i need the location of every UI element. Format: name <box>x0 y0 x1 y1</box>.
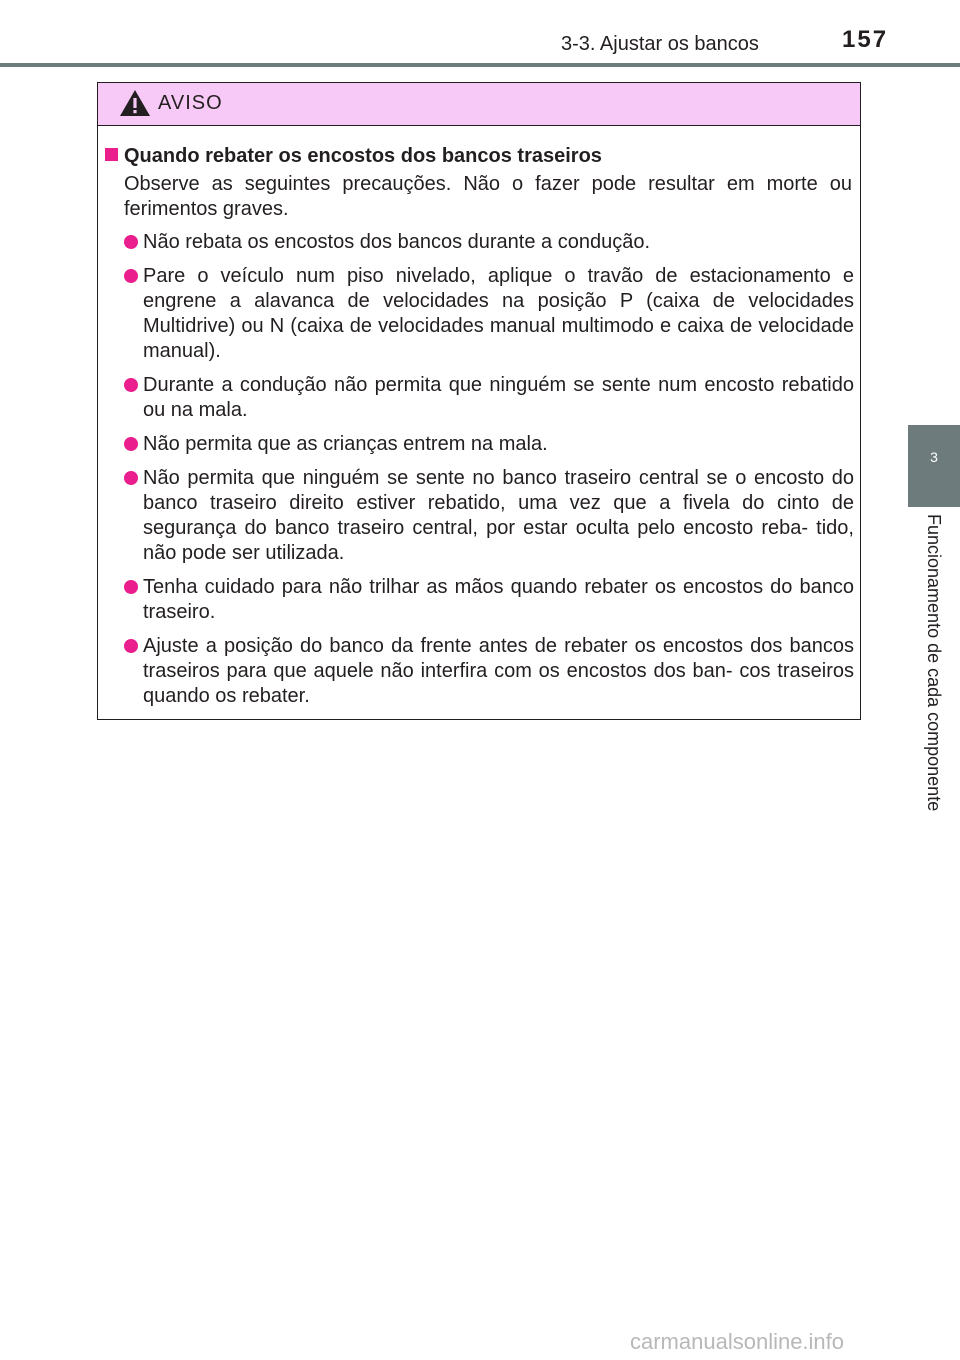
list-item <box>105 466 854 566</box>
page-header <box>0 0 960 70</box>
bullet-text: Não permita que as crianças entrem na mala. <box>143 433 548 455</box>
warning-box <box>97 82 861 720</box>
bullet-dot-icon <box>124 580 138 594</box>
bullet-dot-icon <box>124 269 138 283</box>
list-item <box>105 575 854 625</box>
bullet-text: Pare o veículo num piso nivelado, aplique o travão de estacionamento e engrene a alavanca de velocidades na posição P (caixa de velocidades Multidrive) ou N (caixa de velocidades manual multimodo e caixa de velocidade manual). <box>143 265 854 362</box>
bullet-dot-icon <box>124 437 138 451</box>
list-item <box>105 432 854 457</box>
warning-subheading-text: Quando rebater os encostos dos bancos traseiros <box>124 145 602 167</box>
watermark: carmanualsonline.info <box>630 1329 845 1354</box>
section-title: 3-3. Ajustar os bancos <box>561 33 759 55</box>
list-item <box>105 634 854 709</box>
list-item <box>105 230 854 255</box>
list-item <box>105 264 854 364</box>
chapter-tab <box>908 425 960 507</box>
warning-header <box>98 83 860 126</box>
bullet-dot-icon <box>124 471 138 485</box>
bullet-text: Ajuste a posição do banco da frente antes de rebater os encostos dos bancos traseiros para que aquele não interfira com os encostos dos ban- cos traseiros quando os rebater. <box>143 635 854 707</box>
chapter-number: 3 <box>930 449 938 465</box>
bullet-dot-icon <box>124 639 138 653</box>
warning-subheading <box>105 144 602 169</box>
bullet-text: Tenha cuidado para não trilhar as mãos quando rebater os encostos do banco traseiro. <box>143 576 854 623</box>
header-rule <box>0 63 960 67</box>
warning-bullet-list <box>105 230 854 718</box>
chapter-label-container <box>908 514 960 864</box>
bullet-text: Não rebata os encostos dos bancos durante a condução. <box>143 231 651 253</box>
warning-intro: Observe as seguintes precauções. Não o fazer pode resultar em morte ou ferimentos graves. <box>124 173 852 220</box>
square-bullet-icon <box>105 148 118 161</box>
bullet-text: Durante a condução não permita que ninguém se sente num encosto rebatido ou na mala. <box>143 374 854 421</box>
bullet-text: Não permita que ninguém se sente no banco traseiro central se o encosto do banco traseiro direito estiver rebatido, uma vez que a fivela do cinto de segurança do banco traseiro central, por estar oculta pelo encosto reba- tido, não pode ser utilizada. <box>143 467 854 564</box>
warning-triangle-icon <box>119 89 151 117</box>
chapter-title: Funcionamento de cada componente <box>924 514 944 812</box>
page-number: 157 <box>842 26 889 53</box>
bullet-dot-icon <box>124 235 138 249</box>
warning-title: AVISO <box>158 92 223 114</box>
list-item <box>105 373 854 423</box>
bullet-dot-icon <box>124 378 138 392</box>
